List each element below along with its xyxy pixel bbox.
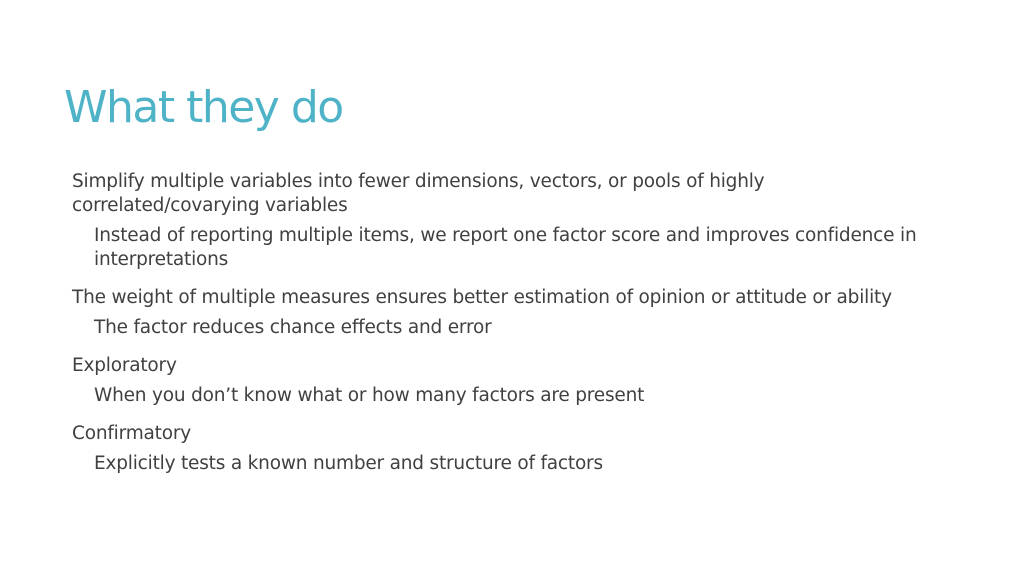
bullet-1: Simplify multiple variables into fewer dimensions, vectors, or pools of highly correlated/covarying variables bbox=[72, 171, 765, 216]
bullet-2: The weight of multiple measures ensures better estimation of opinion or attitude or ability bbox=[72, 287, 892, 308]
sub-bullet-1: Instead of reporting multiple items, we report one factor score and improves confidence in interpretations bbox=[94, 225, 917, 270]
slide-title: What they do bbox=[64, 82, 343, 133]
bullet-3: Exploratory bbox=[72, 355, 177, 376]
sub-bullet-2: The factor reduces chance effects and error bbox=[94, 317, 492, 338]
sub-bullet-4: Explicitly tests a known number and structure of factors bbox=[94, 453, 603, 474]
sub-bullet-3: When you don’t know what or how many factors are present bbox=[94, 385, 645, 406]
bullet-4: Confirmatory bbox=[72, 423, 191, 444]
slide-content bbox=[72, 170, 972, 476]
